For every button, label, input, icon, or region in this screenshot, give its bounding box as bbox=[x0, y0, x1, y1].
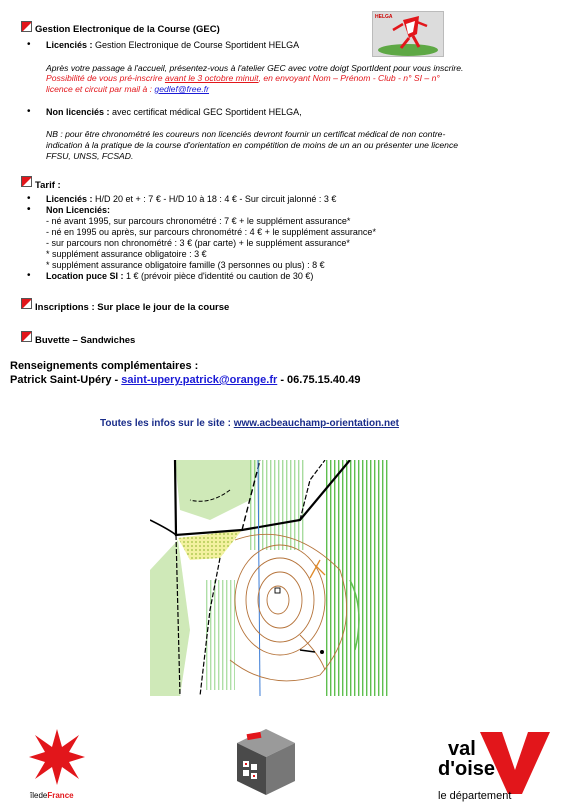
tarif-line: * supplément assurance obligatoire famille (3 personnes ou plus) : 8 € bbox=[46, 260, 325, 270]
iledefrance-text-left: îlede bbox=[30, 791, 48, 800]
licencies-line bbox=[46, 40, 299, 50]
helga-logo-text: HELGA bbox=[375, 14, 393, 20]
website-link[interactable]: www.acbeauchamp-orientation.net bbox=[233, 418, 399, 429]
licencies-label: Licenciés : bbox=[46, 40, 93, 50]
valdoise-text-doise: d'oise bbox=[438, 758, 495, 780]
tarif-licencies-line bbox=[46, 194, 336, 204]
preinscription-text: Possibilité de vous pré-inscrire bbox=[46, 73, 165, 83]
renseignements-title: Renseignements complémentaires : bbox=[10, 360, 199, 372]
iledefrance-text bbox=[30, 791, 74, 800]
iledefrance-logo bbox=[22, 727, 92, 807]
location-puce-label: Location puce SI : bbox=[46, 271, 124, 281]
red-star-icon bbox=[27, 727, 87, 787]
section-title-inscriptions: Inscriptions : Sur place le jour de la course bbox=[35, 302, 230, 313]
location-puce-text: 1 € (prévoir pièce d'identité ou caution de 30 €) bbox=[123, 271, 314, 281]
infos-label: Toutes les infos sur le site : bbox=[100, 418, 234, 429]
helga-runner-icon bbox=[373, 12, 443, 56]
tarif-line: - né avant 1995, sur parcours chronométré : 7 € + le supplément assurance* bbox=[46, 216, 351, 226]
orienteering-map bbox=[150, 460, 388, 696]
gec-paragraph: Après votre passage à l'accueil, présentez-vous à l'atelier GEC avec votre doigt SportIdent pour vous inscrire. bbox=[46, 63, 464, 73]
red-flag-icon bbox=[21, 176, 32, 187]
club-logo bbox=[235, 727, 297, 797]
red-flag-icon bbox=[21, 21, 32, 32]
nb-line-1: NB : pour être chronométré les coureurs non licenciés devront fournir un certificat médical de non contre- bbox=[46, 129, 446, 139]
preinscription-line-2 bbox=[46, 84, 209, 94]
contact-email-link[interactable]: saint-upery.patrick@orange.fr bbox=[121, 374, 278, 386]
licencies-text: Gestion Electronique de Course Sportident HELGA bbox=[92, 40, 300, 50]
deadline-text: avant le 3 octobre minuit bbox=[164, 73, 259, 83]
tarif-licencies-text: H/D 20 et + : 7 € - H/D 10 à 18 : 4 € - Sur circuit jalonné : 3 € bbox=[92, 194, 337, 204]
tarif-licencies-label: Licenciés : bbox=[46, 194, 93, 204]
nb-line-2: indication à la pratique de la course d'orientation en compétition de moins de un an ou présenter une licence bbox=[46, 140, 459, 150]
non-licencies-line bbox=[46, 107, 302, 117]
preinscription-details: , en envoyant Nom – Prénom - Club - n° SI – n° bbox=[258, 73, 440, 83]
tarif-non-licencies-label: • Non Licenciés: bbox=[46, 205, 110, 215]
helga-logo bbox=[372, 11, 444, 57]
section-title-tarif: Tarif : bbox=[35, 180, 61, 191]
valdoise-logo bbox=[430, 732, 555, 807]
tarif-line: - né en 1995 ou après, sur parcours chronométré : 4 € + le supplément assurance* bbox=[46, 227, 376, 237]
cube-logo-icon bbox=[235, 727, 297, 797]
preinscription-line-1 bbox=[46, 73, 440, 83]
red-flag-icon bbox=[21, 298, 32, 309]
nb-line-3: FFSU, UNSS, FCSAD. bbox=[46, 151, 134, 161]
infos-line bbox=[100, 418, 399, 429]
renseignements-contact bbox=[10, 374, 360, 386]
section-title-gec: Gestion Electronique de la Course (GEC) bbox=[35, 24, 220, 35]
gec-email-link[interactable]: gedlef@free.fr bbox=[154, 84, 210, 94]
map-drawing bbox=[150, 460, 388, 696]
contact-phone: - 06.75.15.40.49 bbox=[277, 374, 361, 386]
contact-name: Patrick Saint-Upéry - bbox=[10, 374, 122, 386]
iledefrance-text-right: France bbox=[47, 791, 74, 800]
non-licencies-text: avec certificat médical GEC Sportident HELGA, bbox=[109, 107, 302, 117]
valdoise-text-departement: le département bbox=[438, 790, 512, 802]
preinscription-mail-text: licence et circuit par mail à : bbox=[46, 84, 155, 94]
tarif-line: * supplément assurance obligatoire : 3 € bbox=[46, 249, 207, 259]
tarif-line: - sur parcours non chronométré : 3 € (par carte) + le supplément assurance* bbox=[46, 238, 350, 248]
valdoise-text-val: val bbox=[448, 738, 476, 760]
section-title-buvette: Buvette – Sandwiches bbox=[35, 335, 136, 346]
red-flag-icon bbox=[21, 331, 32, 342]
location-puce-line bbox=[46, 271, 313, 281]
non-licencies-label: Non licenciés : bbox=[46, 107, 110, 117]
